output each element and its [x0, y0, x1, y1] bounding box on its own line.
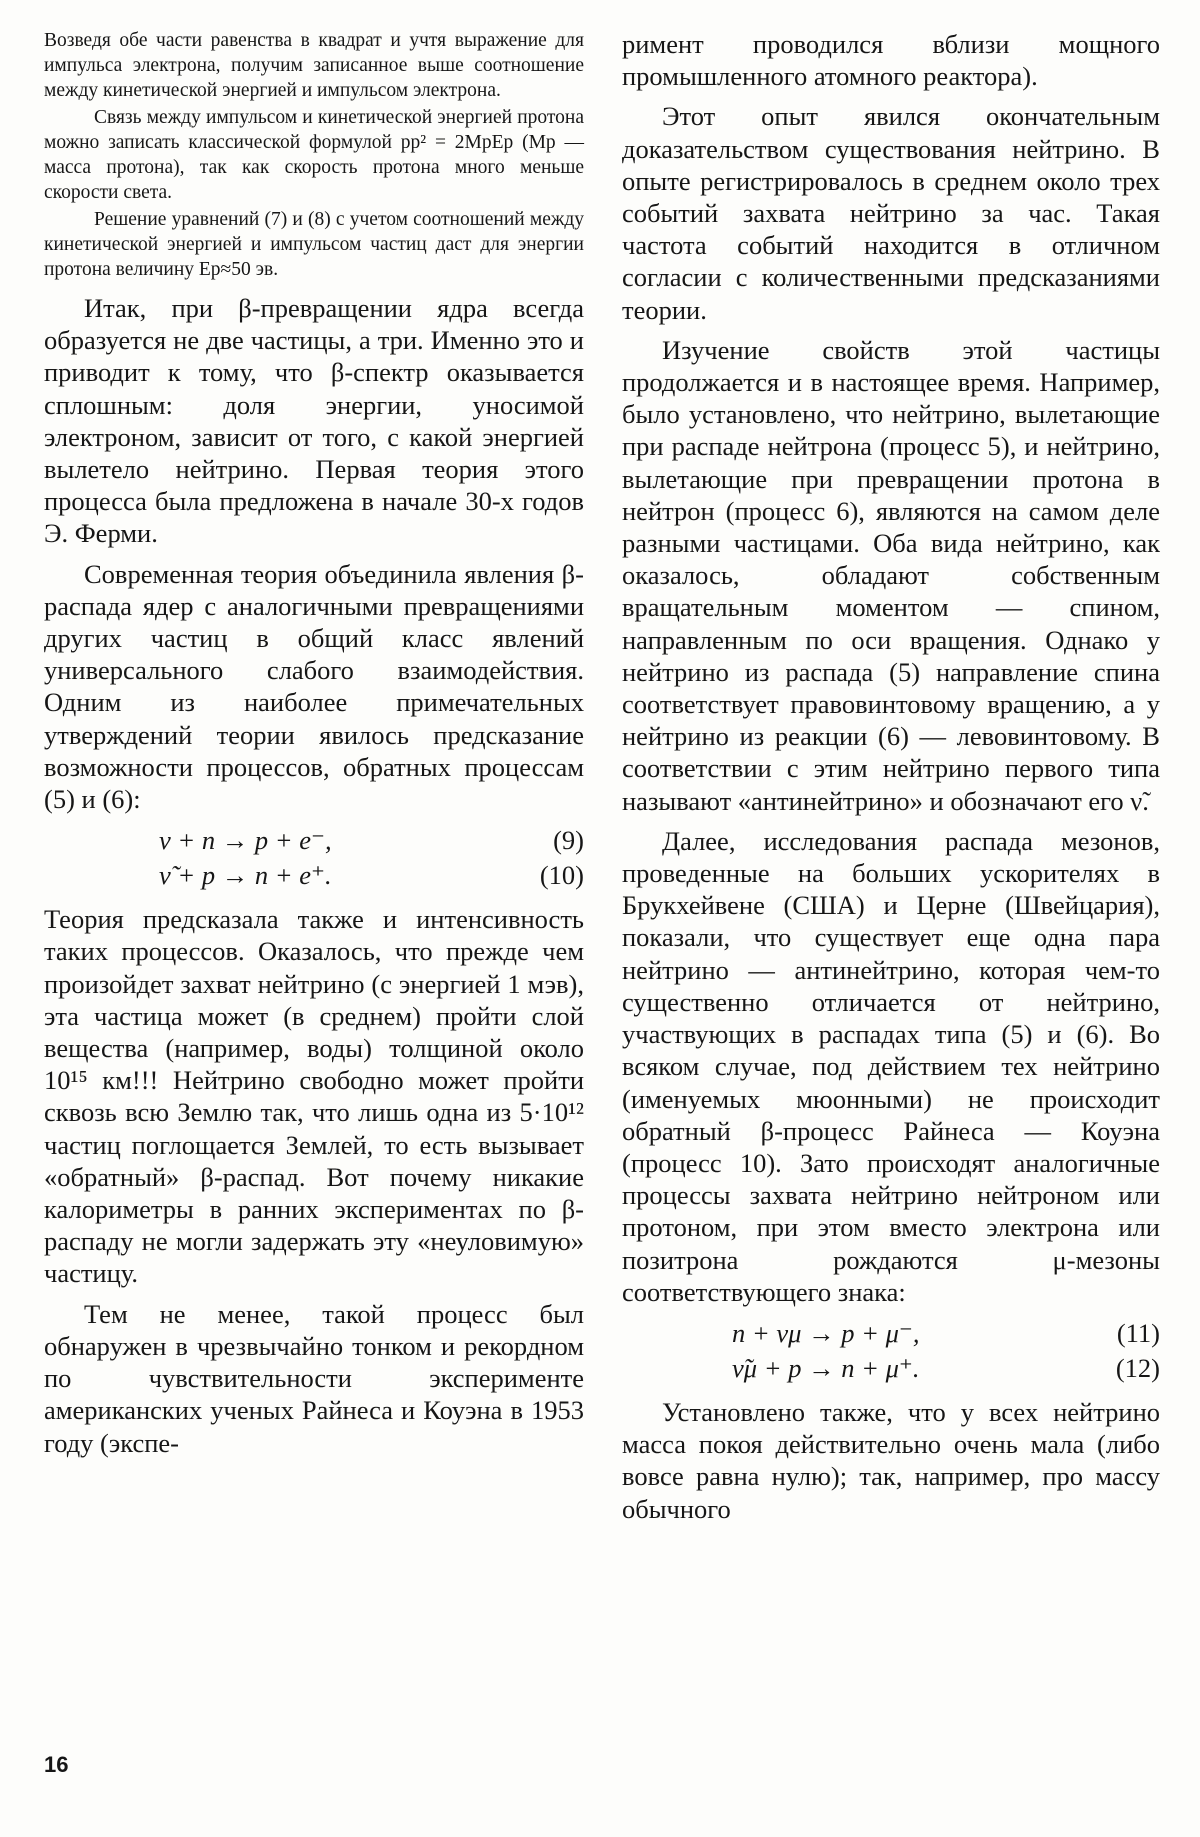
equation-row — [622, 1351, 1160, 1386]
equation-block — [622, 1316, 1160, 1386]
equation-number: (11) — [1116, 1317, 1160, 1348]
body-paragraph: Далее, исследования распада мезонов, проведенные на больших ускорителях в Брукхейвене (США) и Церне (Швейцария), показали, что существует еще одна пара нейтрино — антинейтрино, которая чем-то существенно отличается от нейтрино, участвующих в распадах типа (5) и (6). Во всяком случае, под действием тех нейтрино (именуемых мюонными) не происходит обратный β-процесс Райнеса — Коуэна (процесс 10). Зато происходят аналогичные процессы захвата нейтрино нейтроном или протоном, при этом вместо электрона или позитрона рождаются μ-мезоны соответствующего знака: — [622, 825, 1160, 1307]
body-paragraph: Этот опыт явился окончательным доказательством существования нейтрино. В опыте регистрировалось в среднем около трех событий захвата нейтрино за час. Такая частота событий находится в отличном согласии с количественными предсказаниями теории. — [622, 101, 1160, 325]
page-number: 16 — [44, 1752, 69, 1777]
equation-number: (12) — [1115, 1352, 1160, 1383]
body-paragraph: Современная теория объединила явления β-распада ядер с аналогичными превращениями других частиц в общий класс явлений универсального слабого взаимодействия. Одним из наиболее примечательных утверждений теории явилось предсказание возможности процессов, обратных процессам (5) и (6): — [44, 558, 584, 815]
body-paragraph: Теория предсказала также и интенсивность таких процессов. Оказалось, что прежде чем произойдет захват нейтрино (с энергией 1 мэв), эта частица может (в среднем) пройти слой вещества (например, воды) толщиной около 10¹⁵ км!!! Нейтрино свободно может пройти сквозь всю Землю так, что лишь одна из 5·10¹² частиц поглощается Землей, то есть вызывает «обратный» β-распад. Вот почему никакие калориметры в ранних экспериментах по β-распаду не могли задержать эту «неуловимую» частицу. — [44, 904, 584, 1289]
body-paragraph: Изучение свойств этой частицы продолжается и в настоящее время. Например, было установлено, что нейтрино, вылетающие при распаде нейтрона (процесс 5), и нейтрино, вылетающие при превращении протона в нейтрон (процесс 6), являются на самом деле разными частицами. Оба вида нейтрино, как оказалось, обладают собственным вращательным моментом — спином, направленным по оси вращения. Однако у нейтрино из распада (5) направление спина соответствует правовинтовому вращению, а у нейтрино из реакции (6) — левовинтовому. В соответствии с этим нейтрино первого типа называют «антинейтрино» и обозначают его ν̃. — [622, 334, 1160, 816]
footnote-paragraph: Решение уравнений (7) и (8) с учетом соотношений между кинетической энергией и импульсом частиц даст для энергии протона величину Ep≈50 эв. — [44, 209, 584, 280]
equation-number: (10) — [539, 860, 584, 891]
body-paragraph: римент проводился вблизи мощного промышленного атомного реактора). — [622, 29, 1160, 92]
footnote-paragraph: Связь между импульсом и кинетической энергией протона можно записать классической формулой pp² = 2MpEp (Mp — масса протона), так как скорость протона много меньше скорости света. — [44, 107, 584, 203]
equation-formula: ν + n → p + e⁻, — [159, 825, 332, 856]
body-paragraph: Итак, при β-превращении ядра всегда образуется не две частицы, а три. Именно это и приводит к тому, что β-спектр оказывается сплошным: доля энергии, уносимой электроном, зависит от того, с какой энергией вылетело нейтрино. Первая теория этого процесса была предложена в начале 30-х годов Э. Ферми. — [44, 293, 584, 549]
body-paragraph: Тем не менее, такой процесс был обнаружен в чрезвычайно тонком и рекордном по чувствительности эксперименте американских ученых Райнеса и Коуэна в 1953 году (экспе- — [44, 1298, 584, 1458]
equation-row — [44, 823, 584, 858]
left-column — [44, 28, 584, 1467]
body-paragraph: Установлено также, что у всех нейтрино масса покоя действительно очень мала (либо вовсе равна нулю); так, например, про массу обычного — [622, 1396, 1160, 1524]
equation-formula: ν̃μ + p → n + μ⁺. — [732, 1352, 920, 1383]
footnote-block — [44, 28, 584, 282]
equation-row — [622, 1316, 1160, 1351]
footnote-paragraph: Возведя обе части равенства в квадрат и учтя выражение для импульса электрона, получим записанное выше соотношение между кинетической энергией и импульсом электрона. — [44, 30, 584, 101]
equation-formula: ν̃ + p → n + e⁺. — [159, 860, 332, 891]
right-column — [622, 28, 1160, 1533]
equation-row — [44, 858, 584, 893]
equation-formula: n + νμ → p + μ⁻, — [732, 1317, 920, 1348]
equation-block — [44, 823, 584, 893]
equation-number: (9) — [553, 825, 584, 856]
